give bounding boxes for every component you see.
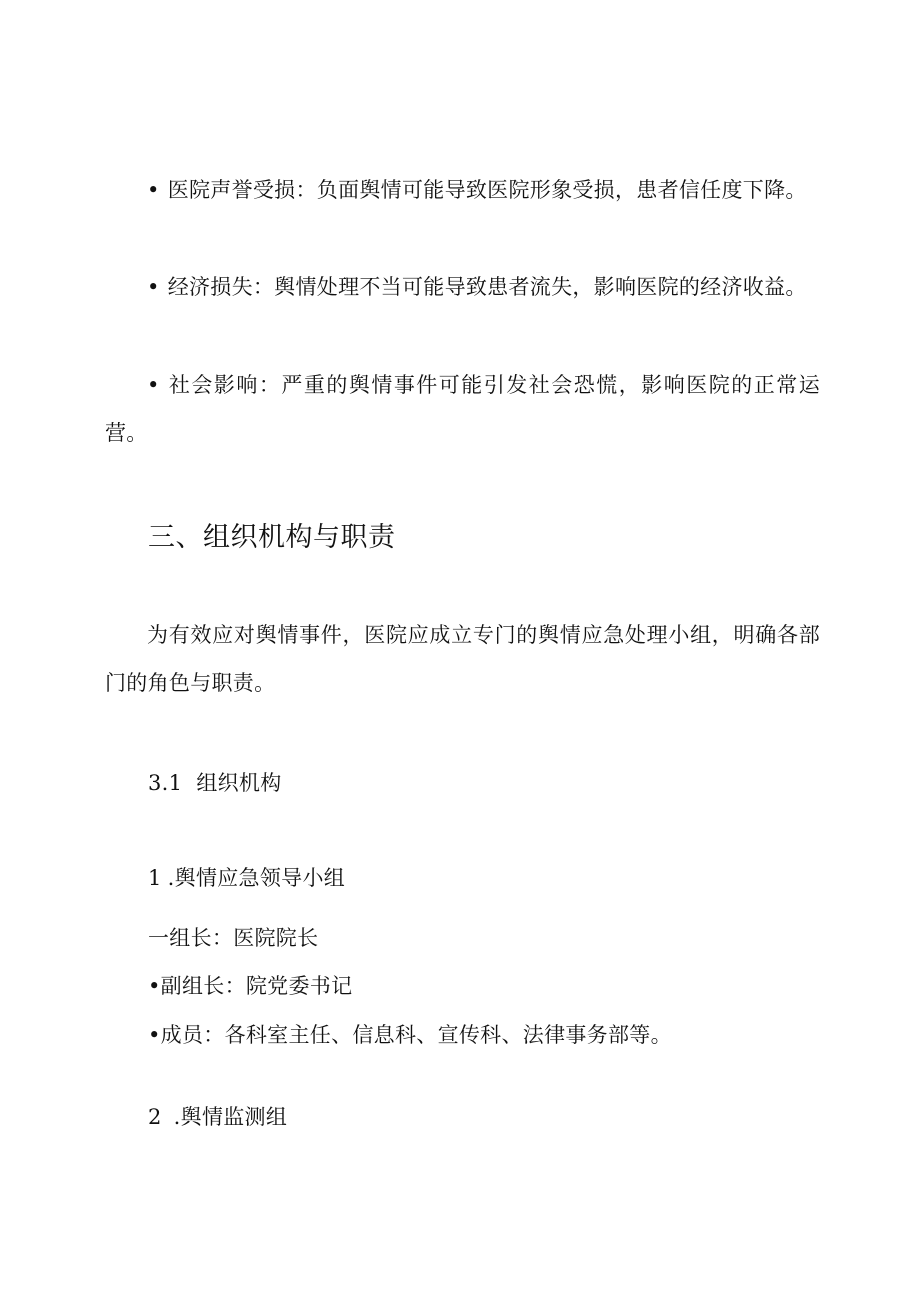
group1-title: .舆情应急领导小组 xyxy=(167,866,346,890)
bullet-social-impact xyxy=(105,361,820,457)
intro-paragraph: 为有效应对舆情事件，医院应成立专门的舆情应急处理小组，明确各部门的角色与职责。 xyxy=(105,623,820,695)
group2-title: .舆情监测组 xyxy=(173,1105,288,1129)
bullet-reputation xyxy=(105,166,820,214)
bullet-text: 经济损失：舆情处理不当可能导致患者流失，影响医院的经济收益。 xyxy=(167,275,807,299)
group1-member-members: •成员：各科室主任、信息科、宣传科、法律事务部等。 xyxy=(148,1023,672,1047)
subsection-title: 组织机构 xyxy=(196,771,282,795)
group2-number: 2 xyxy=(148,1105,162,1129)
group1-heading xyxy=(148,863,345,893)
bullet-text: 医院声誉受损：负面舆情可能导致医院形象受损，患者信任度下降。 xyxy=(167,178,807,202)
group1-member-deputy: •副组长：院党委书记 xyxy=(148,974,353,998)
group1-number: 1 xyxy=(148,866,162,890)
subsection-heading xyxy=(148,768,282,798)
subsection-number: 3.1 xyxy=(148,771,183,795)
bullet-marker: • xyxy=(147,178,160,202)
bullet-text: 社会影响：严重的舆情事件可能引发社会恐慌，影响医院的正常运营。 xyxy=(105,373,820,445)
bullet-marker: • xyxy=(147,275,160,299)
section-heading: 三、组织机构与职责 xyxy=(148,522,396,553)
bullet-economic-loss xyxy=(105,263,820,311)
group2-heading xyxy=(148,1102,287,1132)
group1-member-leader: 一组长：医院院长 xyxy=(148,926,319,950)
bullet-marker: • xyxy=(147,373,160,397)
